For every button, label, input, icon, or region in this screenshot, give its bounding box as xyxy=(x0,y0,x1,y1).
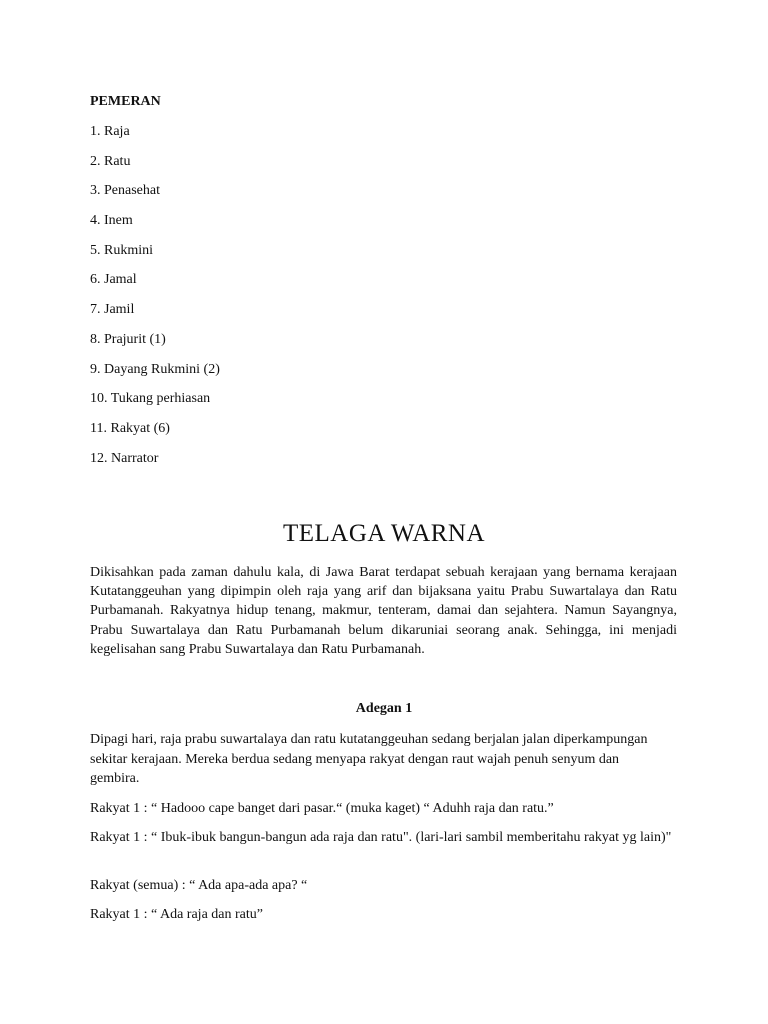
story-title: TELAGA WARNA xyxy=(282,520,486,547)
intro-paragraph: Dikisahkan pada zaman dahulu kala, di Jawa Barat terdapat sebuah kerajaan yang bernama kerajaan Kutatanggeuhan yang dipimpin oleh raja yang arif dan bijaksana yaitu Prabu Suwartalaya dan Ratu Purbamanah. Rakyatnya hidup tenang, makmur, tenteram, damai dan sejahtera. Namun Sayangnya, Prabu Suwartalaya dan Ratu Purbamanah belum dikaruniai seorang anak. Sehingga, ini menjadi kegelisahan sang Prabu Suwartalaya dan Ratu Purbamanah. xyxy=(90,565,677,657)
cast-item: 6. Jamal xyxy=(90,272,137,288)
cast-item: 1. Raja xyxy=(90,124,130,139)
dialogue-line: Rakyat 1 : “ Ibuk-ibuk bangun-bangun ada raja dan ratu". (lari-lari sambil memberitahu rakyat yg lain)" xyxy=(90,830,672,845)
cast-heading: PEMERAN xyxy=(90,94,161,109)
cast-list xyxy=(90,123,220,479)
dialogue-line: Rakyat 1 : “ Ada raja dan ratu” xyxy=(90,907,263,922)
cast-item: 5. Rukmini xyxy=(90,242,154,258)
cast-item: 10. Tukang perhiasan xyxy=(90,391,211,407)
scene-title: Adegan 1 xyxy=(355,701,413,716)
cast-item: 7. Jamil xyxy=(90,302,135,318)
cast-item: 4. Inem xyxy=(90,213,133,229)
cast-item: 12. Narrator xyxy=(90,450,159,466)
dialogue-line: Rakyat (semua) : “ Ada apa-ada apa? “ xyxy=(90,878,308,893)
cast-item: 2. Ratu xyxy=(90,153,131,169)
cast-item: 11. Rakyat (6) xyxy=(90,420,170,436)
dialogue-line: Rakyat 1 : “ Hadooo cape banget dari pasar.“ (muka kaget) “ Aduhh raja dan ratu.” xyxy=(90,801,554,816)
cast-item: 9. Dayang Rukmini (2) xyxy=(90,361,220,377)
cast-item: 3. Penasehat xyxy=(90,183,160,199)
cast-item: 8. Prajurit (1) xyxy=(90,331,166,347)
scene-description: Dipagi hari, raja prabu suwartalaya dan ratu kutatanggeuhan sedang berjalan jalan diperkampungan sekitar kerajaan. Mereka berdua sedang menyapa rakyat dengan raut wajah penuh senyum dan gembira. xyxy=(90,732,648,786)
